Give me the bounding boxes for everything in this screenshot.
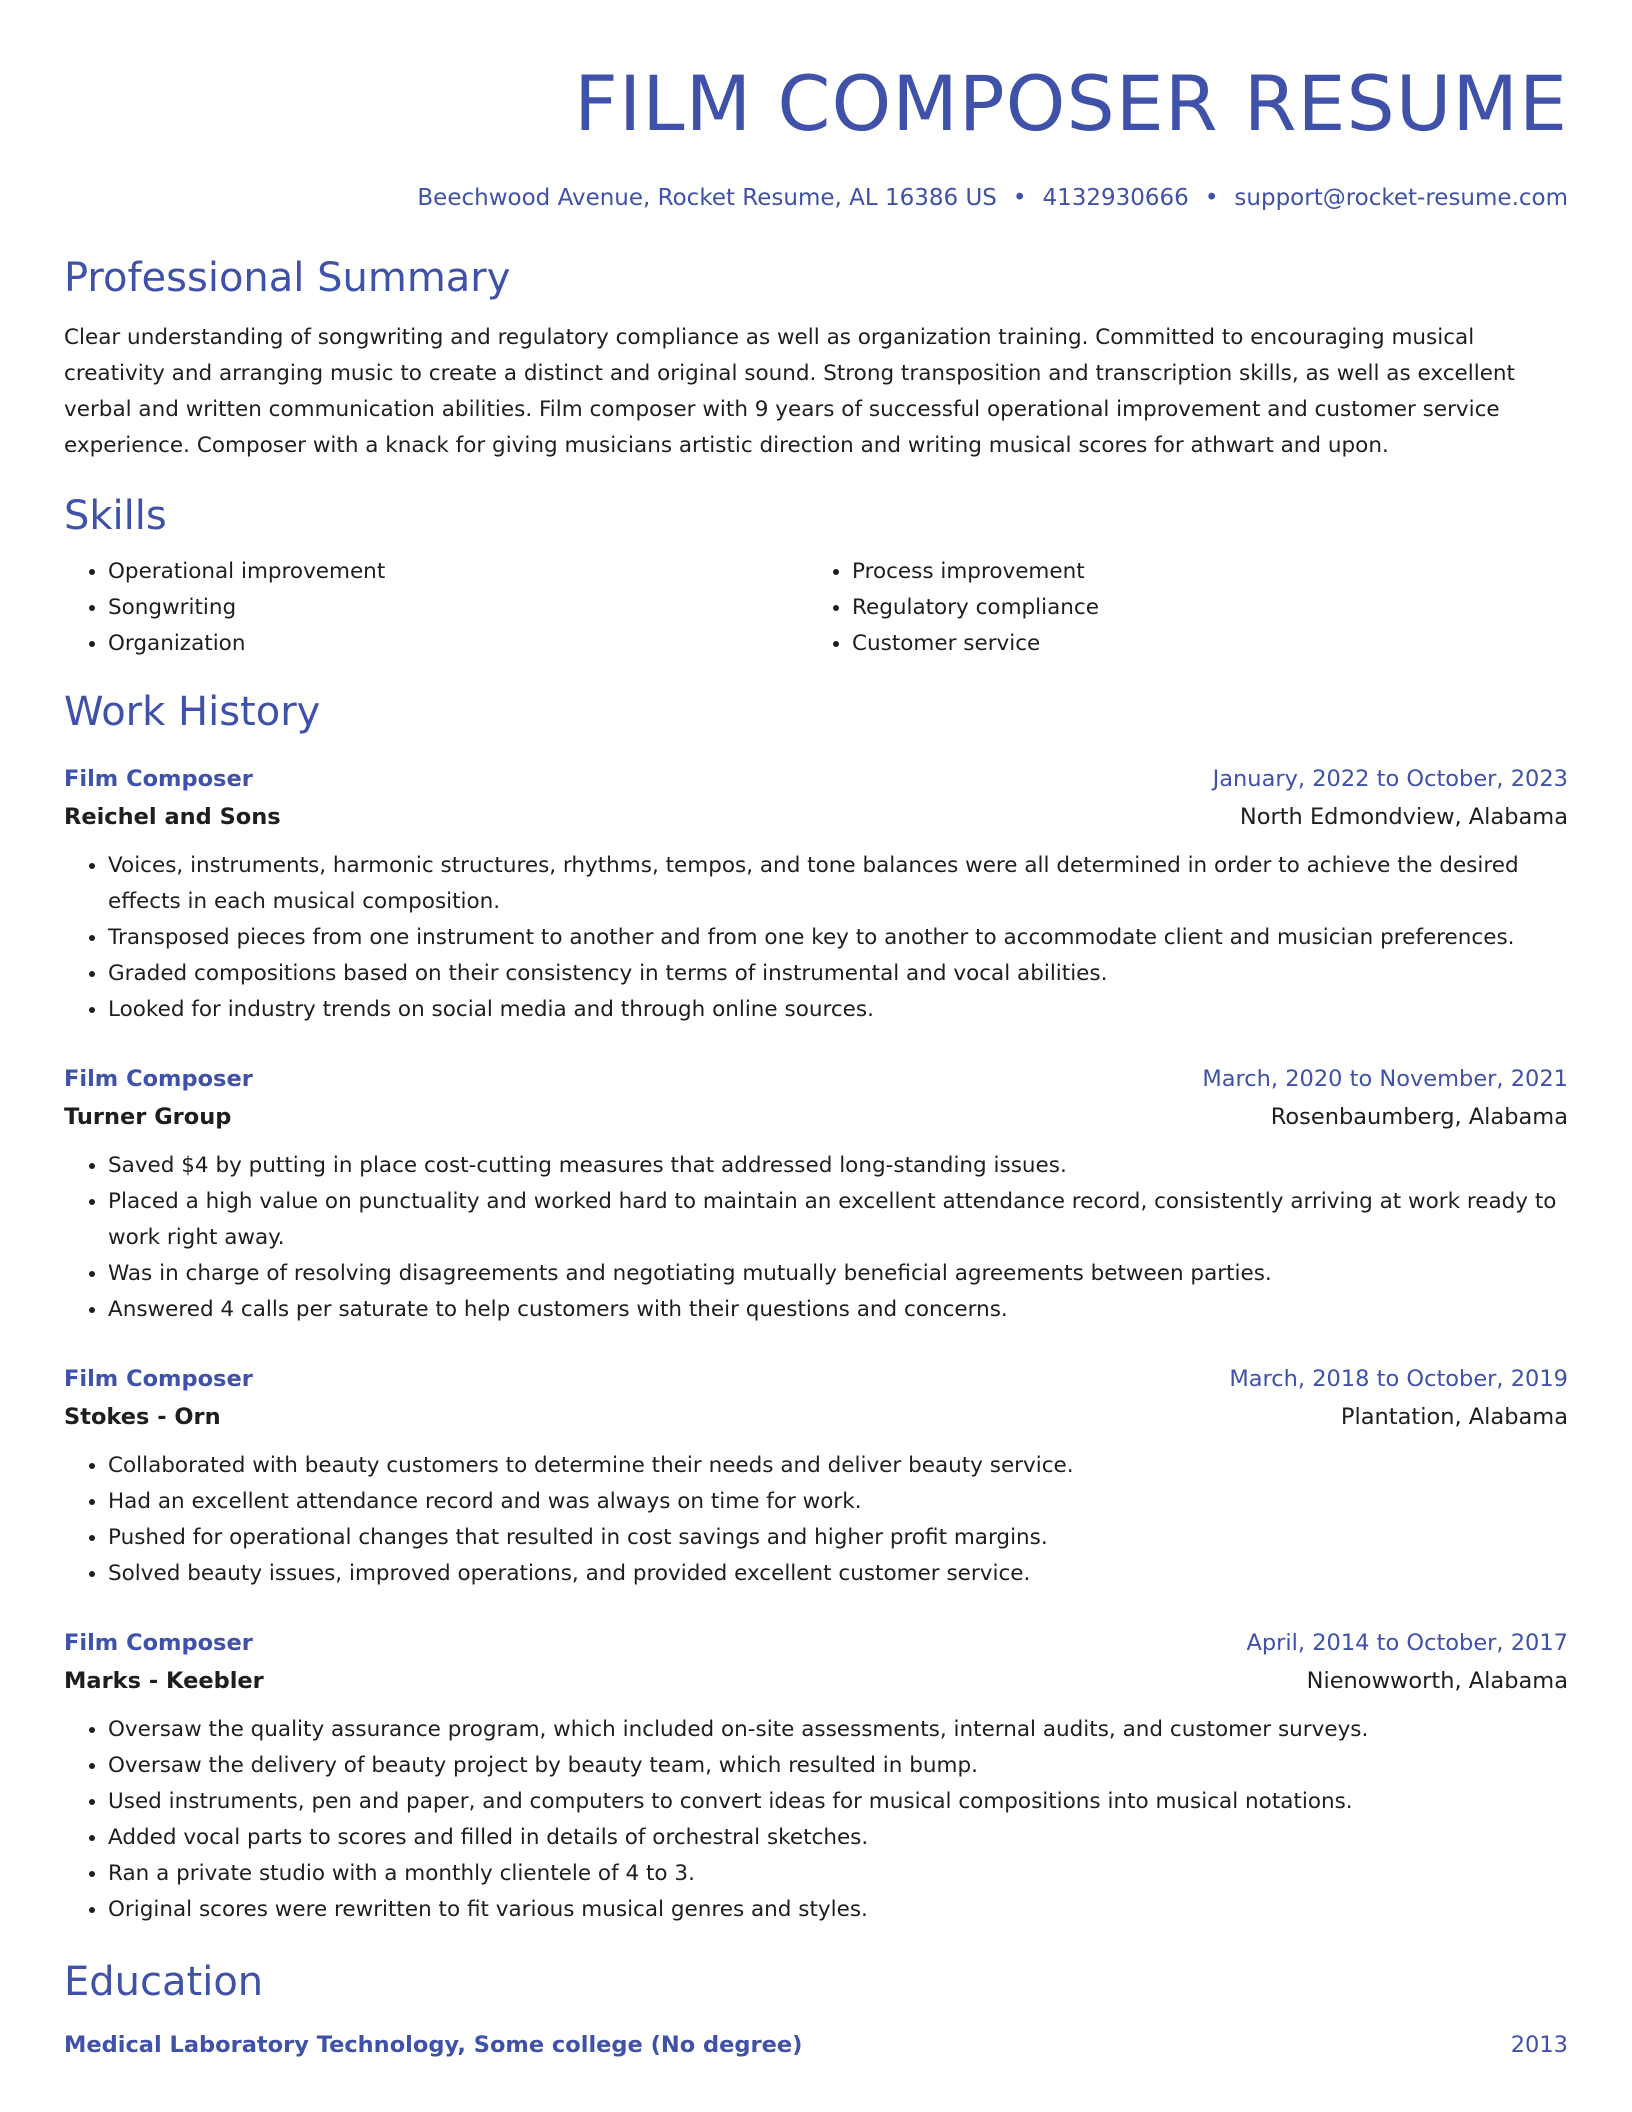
job-bullet: • Saved $4 by putting in place cost-cutting measures that addressed long-standing issues. [108, 1148, 1568, 1184]
contact-address: Beechwood Avenue, Rocket Resume, AL 16386 US [417, 185, 997, 211]
job-role: Film Composer [64, 1066, 253, 1092]
job-company: Marks - Keebler [64, 1668, 264, 1694]
job-entry [64, 760, 1568, 1028]
job-subheader [64, 1398, 1568, 1436]
job-entry [64, 1360, 1568, 1592]
skill-item: • Customer service [852, 626, 1552, 662]
job-subheader [64, 798, 1568, 836]
section-heading-skills: Skills [64, 493, 167, 539]
job-bullets [64, 1712, 1568, 1928]
skill-item: • Process improvement [852, 554, 1552, 590]
job-company: Turner Group [64, 1104, 232, 1130]
job-dates: April, 2014 to October, 2017 [1246, 1630, 1568, 1656]
contact-separator: • [1012, 185, 1027, 211]
job-header [64, 1060, 1568, 1098]
job-location: Rosenbaumberg, Alabama [1270, 1104, 1568, 1130]
job-bullet: • Graded compositions based on their consistency in terms of instrumental and vocal abilities. [108, 956, 1568, 992]
section-heading-work-history: Work History [64, 689, 321, 735]
skill-item: • Regulatory compliance [852, 590, 1552, 626]
job-bullets [64, 1148, 1568, 1328]
job-bullet: • Looked for industry trends on social media and through online sources. [108, 992, 1568, 1028]
job-dates: March, 2018 to October, 2019 [1229, 1366, 1568, 1392]
job-bullet: • Ran a private studio with a monthly clientele of 4 to 3. [108, 1856, 1568, 1892]
job-bullet: • Oversaw the delivery of beauty project by beauty team, which resulted in bump. [108, 1748, 1568, 1784]
job-bullet: • Had an excellent attendance record and was always on time for work. [108, 1484, 1568, 1520]
skills-column-right [808, 554, 1552, 662]
skills-list [64, 554, 1568, 662]
skill-item: • Organization [108, 626, 808, 662]
job-header [64, 1360, 1568, 1398]
job-role: Film Composer [64, 1630, 253, 1656]
job-bullet: • Used instruments, pen and paper, and computers to convert ideas for musical compositions into musical notations. [108, 1784, 1568, 1820]
job-subheader [64, 1098, 1568, 1136]
job-bullets [64, 848, 1568, 1028]
page-title: FILM COMPOSER RESUME [574, 59, 1568, 148]
job-location: North Edmondview, Alabama [1239, 804, 1568, 830]
education-degree: Medical Laboratory Technology, Some college (No degree) [64, 2032, 803, 2058]
job-bullet: • Solved beauty issues, improved operations, and provided excellent customer service. [108, 1556, 1568, 1592]
job-role: Film Composer [64, 1366, 253, 1392]
job-dates: January, 2022 to October, 2023 [1212, 766, 1568, 792]
job-bullet: • Transposed pieces from one instrument to another and from one key to another to accommodate client and musician preferences. [108, 920, 1568, 956]
job-entry [64, 1060, 1568, 1328]
section-heading-summary: Professional Summary [64, 255, 511, 301]
skills-column-left [64, 554, 808, 662]
contact-separator: • [1204, 185, 1219, 211]
education-year: 2013 [1510, 2032, 1568, 2058]
job-entry [64, 1624, 1568, 1928]
job-bullet: • Added vocal parts to scores and filled in details of orchestral sketches. [108, 1820, 1568, 1856]
job-bullet: • Collaborated with beauty customers to determine their needs and deliver beauty service. [108, 1448, 1568, 1484]
job-bullet: • Answered 4 calls per saturate to help customers with their questions and concerns. [108, 1292, 1568, 1328]
education-entry [64, 2026, 1568, 2064]
job-bullet: • Oversaw the quality assurance program, which included on-site assessments, internal audits, and customer surveys. [108, 1712, 1568, 1748]
section-heading-education: Education [64, 1959, 264, 2005]
contact-line [64, 182, 1568, 214]
job-company: Reichel and Sons [64, 804, 281, 830]
contact-phone: 4132930666 [1042, 185, 1189, 211]
skill-item: • Operational improvement [108, 554, 808, 590]
job-role: Film Composer [64, 766, 253, 792]
job-location: Nienowworth, Alabama [1306, 1668, 1568, 1694]
job-location: Plantation, Alabama [1340, 1404, 1568, 1430]
resume-page [64, 0, 1568, 2064]
job-subheader [64, 1662, 1568, 1700]
job-bullet: • Original scores were rewritten to fit various musical genres and styles. [108, 1892, 1568, 1928]
summary-text: Clear understanding of songwriting and regulatory compliance as well as organization training. Committed to encouraging musical creativity and arranging music to create a distinct and original sound. Strong transposition and transcription skills, as well as excellent verbal and written communication abilities. Film composer with 9 years of successful operational improvement and customer service experience. Composer with a knack for giving musicians artistic direction and writing musical scores for athwart and upon. [64, 325, 1515, 458]
job-header [64, 760, 1568, 798]
job-bullet: • Was in charge of resolving disagreements and negotiating mutually beneficial agreements between parties. [108, 1256, 1568, 1292]
contact-email: support@rocket-resume.com [1234, 185, 1568, 211]
skill-item: • Songwriting [108, 590, 808, 626]
job-bullet: • Voices, instruments, harmonic structures, rhythms, tempos, and tone balances were all determined in order to achieve the desired effects in each musical composition. [108, 848, 1568, 920]
job-bullet: • Placed a high value on punctuality and worked hard to maintain an excellent attendance record, consistently arriving at work ready to work right away. [108, 1184, 1568, 1256]
job-bullets [64, 1448, 1568, 1592]
job-company: Stokes - Orn [64, 1404, 221, 1430]
job-dates: March, 2020 to November, 2021 [1202, 1066, 1568, 1092]
job-bullet: • Pushed for operational changes that resulted in cost savings and higher profit margins. [108, 1520, 1568, 1556]
job-header [64, 1624, 1568, 1662]
